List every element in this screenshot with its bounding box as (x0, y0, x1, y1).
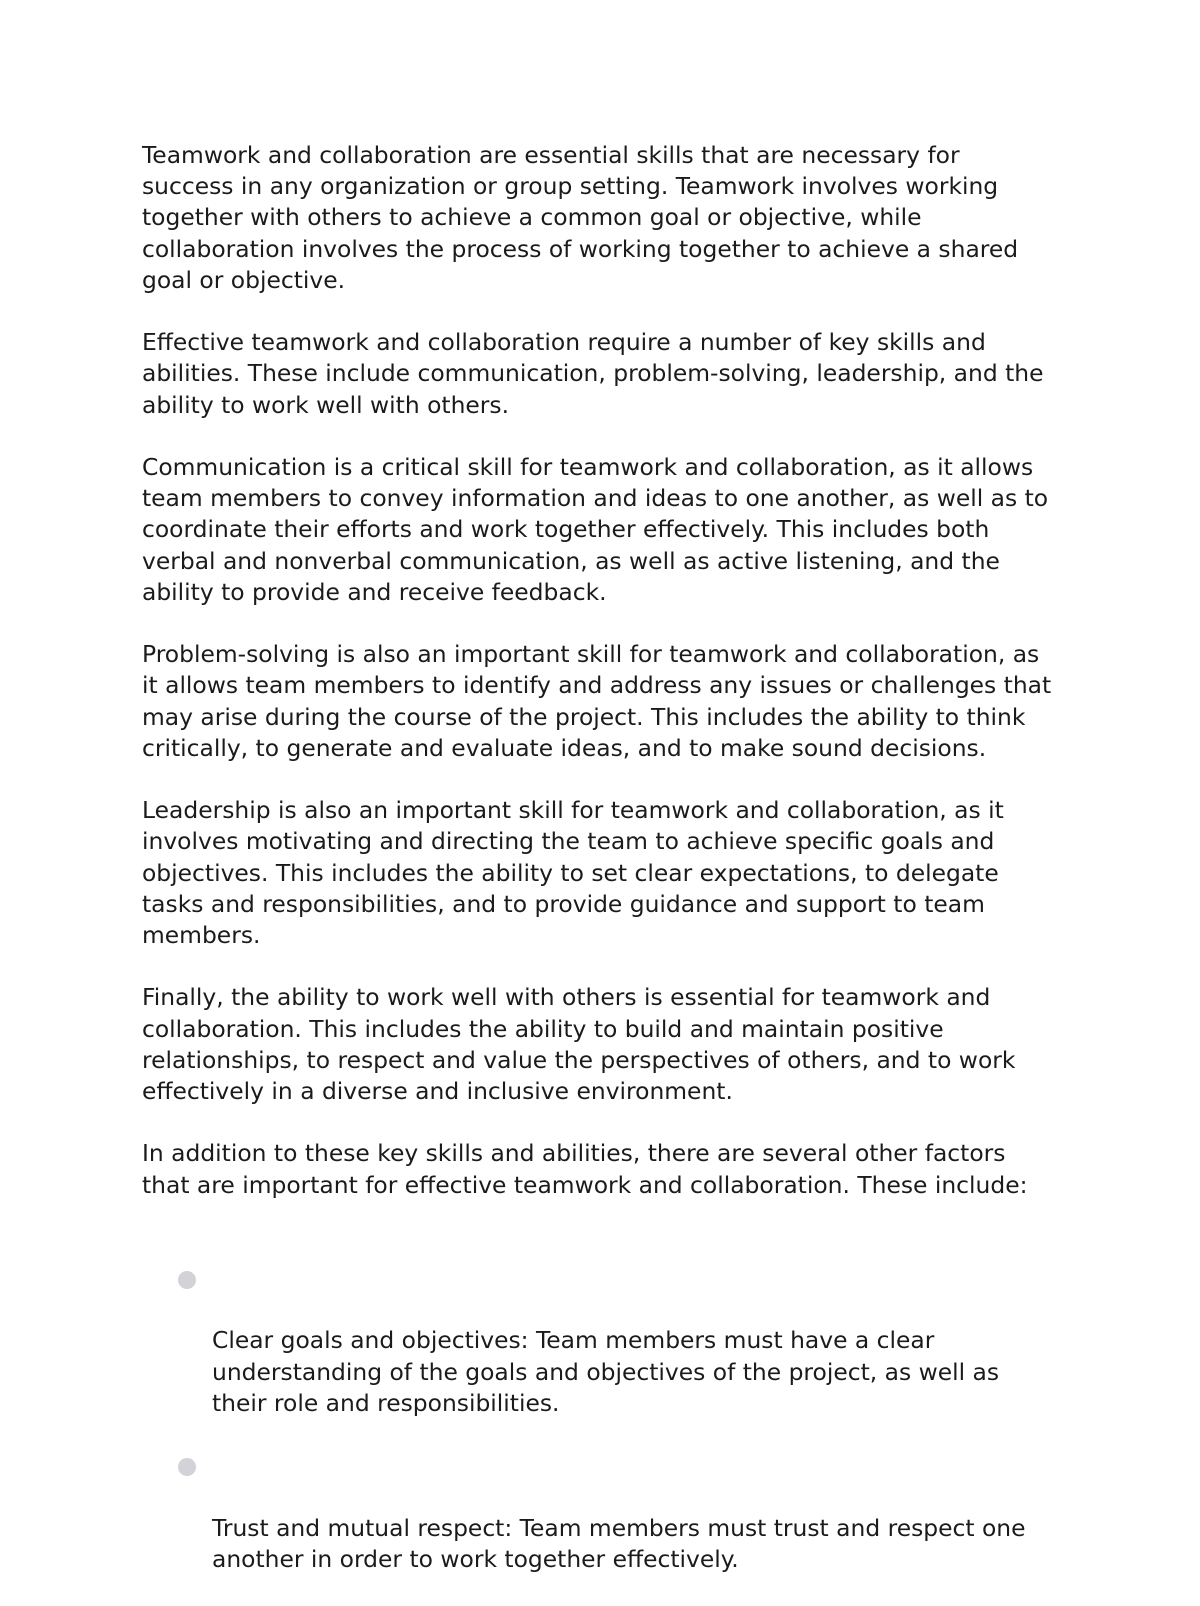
list-item-text: Clear goals and objectives: Team members must have a clear understanding of the goals and objectives of the project, as well as their role and responsibilities. (212, 1326, 1000, 1417)
paragraph-intro: Teamwork and collaboration are essential skills that are necessary for success in any organization or group setting. Teamwork involves working together with others to achieve a common goal or objective, while collaboration involves the process of working together to achieve a shared goal or objective. (142, 141, 1019, 294)
list-item (142, 1263, 1072, 1450)
list-item-text: Trust and mutual respect: Team members must trust and respect one another in order to work together effectively. (212, 1513, 1026, 1573)
paragraph-other-factors: In addition to these key skills and abilities, there are several other factors that are important for effective teamwork and collaboration. These include: (142, 1139, 1028, 1199)
circle-bullet-icon (178, 1458, 196, 1476)
paragraph-working-with-others: Finally, the ability to work well with others is essential for teamwork and collaboration. This includes the ability to build and maintain positive relationships, to respect and value the perspectives of others, and to work effectively in a diverse and inclusive environment. (142, 983, 1016, 1106)
list-item (142, 1450, 1072, 1606)
paragraph-problem-solving: Problem-solving is also an important skill for teamwork and collaboration, as it allows team members to identify and address any issues or challenges that may arise during the course of the project. This includes the ability to think critically, to generate and evaluate ideas, and to make sound decisions. (142, 640, 1052, 762)
circle-bullet-icon (178, 1271, 196, 1289)
paragraph-key-skills: Effective teamwork and collaboration require a number of key skills and abilities. These include communication, problem-solving, leadership, and the ability to work well with others. (142, 328, 1044, 419)
factors-list (142, 1263, 1072, 1606)
paragraph-leadership: Leadership is also an important skill for teamwork and collaboration, as it involves motivating and directing the team to achieve specific goals and objectives. This includes the ability to set clear expectations, to delegate tasks and responsibilities, and to provide guidance and support to team members. (142, 796, 1004, 950)
document-body (142, 140, 1072, 1575)
paragraph-communication: Communication is a critical skill for teamwork and collaboration, as it allows team members to convey information and ideas to one another, as well as to coordinate their efforts and work together effectively. This includes both verbal and nonverbal communication, as well as active listening, and the ability to provide and receive feedback. (142, 453, 1049, 606)
